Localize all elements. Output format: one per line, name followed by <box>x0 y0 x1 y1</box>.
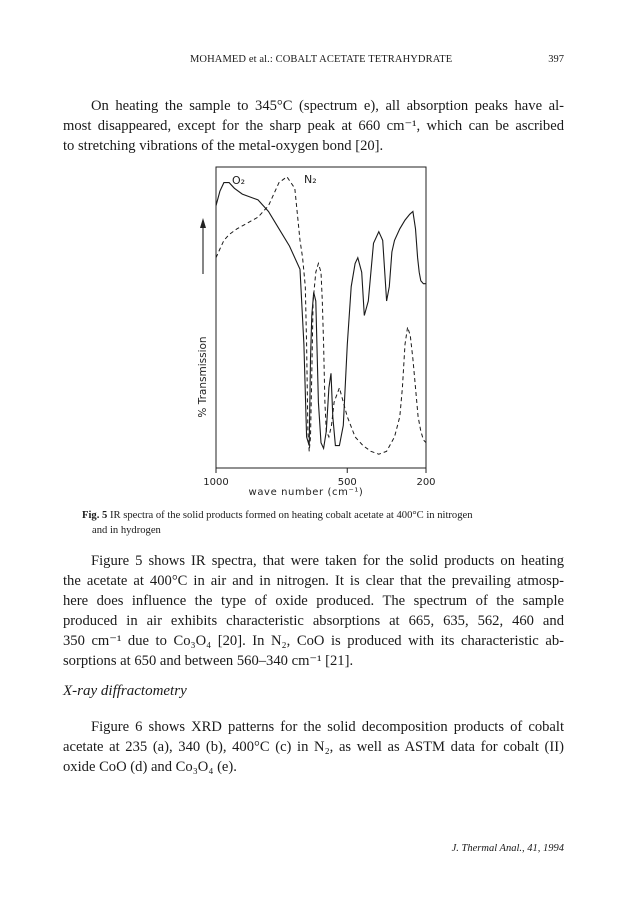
text-line: 350 cm⁻¹ due to Co₃O₄ [20]. In N₂, CoO is produced with its characteristic ab- <box>63 633 564 649</box>
text-line: acetate at 235 (a), 340 (b), 400°C (c) in N₂, as well as ASTM data for cobalt (II) <box>63 739 564 755</box>
series-n2-line <box>216 177 426 454</box>
text-line: to stretching vibrations of the metal-oxygen bond [20]. <box>63 138 384 154</box>
x-axis-ticks <box>203 468 435 488</box>
x-tick-label: 1000 <box>203 477 229 488</box>
paragraph-figure-6 <box>63 717 564 777</box>
paragraph-figure-5 <box>63 551 564 671</box>
up-arrow-icon <box>200 218 206 228</box>
text-line: here does influence the type of oxide produced. The spectrum of the sample <box>63 593 564 609</box>
caption-label: Fig. 5 <box>82 510 108 521</box>
running-header <box>0 54 624 70</box>
caption-text-continued: and in hydrogen <box>92 525 161 536</box>
text-line: Figure 5 shows IR spectra, that were taken for the solid products on heating <box>91 553 564 569</box>
x-tick-label: 500 <box>337 477 357 488</box>
text-line: On heating the sample to 345°C (spectrum e), all absorption peaks have al- <box>91 98 564 114</box>
curve-label-n2: N₂ <box>304 173 317 186</box>
caption-text: IR spectra of the solid products formed on heating cobalt acetate at 400°C in nitrogen <box>109 510 473 521</box>
text-line: sorptions at 650 and between 560–340 cm⁻¹ [21]. <box>63 653 354 669</box>
text-line: oxide CoO (d) and Co₃O₄ (e). <box>63 759 237 775</box>
section-heading: X-ray diffractometry <box>63 683 187 699</box>
x-tick-label: 200 <box>416 477 436 488</box>
paragraph-spectrum-e <box>63 96 564 156</box>
series-o2-line <box>216 183 426 449</box>
y-axis-label: % Transmission <box>197 336 209 418</box>
figure-caption <box>82 508 552 538</box>
x-axis-label: wave number (cm⁻¹) <box>248 487 364 498</box>
ir-spectra-figure <box>180 162 450 502</box>
text-line: most disappeared, except for the sharp peak at 660 cm⁻¹, which can be ascribed <box>63 118 564 134</box>
page-number: 397 <box>548 54 564 65</box>
curve-label-o2: O₂ <box>232 174 246 187</box>
text-line: the acetate at 400°C in air and in nitrogen. It is clear that the prevailing atmosp- <box>63 573 564 589</box>
journal-footer: J. Thermal Anal., 41, 1994 <box>451 843 564 854</box>
running-title: MOHAMED et al.: COBALT ACETATE TETRAHYDRATE <box>190 54 453 65</box>
plot-frame <box>216 167 426 468</box>
text-line: produced in air exhibits characteristic absorptions at 665, 635, 562, 460 and <box>63 613 564 629</box>
text-line: Figure 6 shows XRD patterns for the solid decomposition products of cobalt <box>91 719 564 735</box>
